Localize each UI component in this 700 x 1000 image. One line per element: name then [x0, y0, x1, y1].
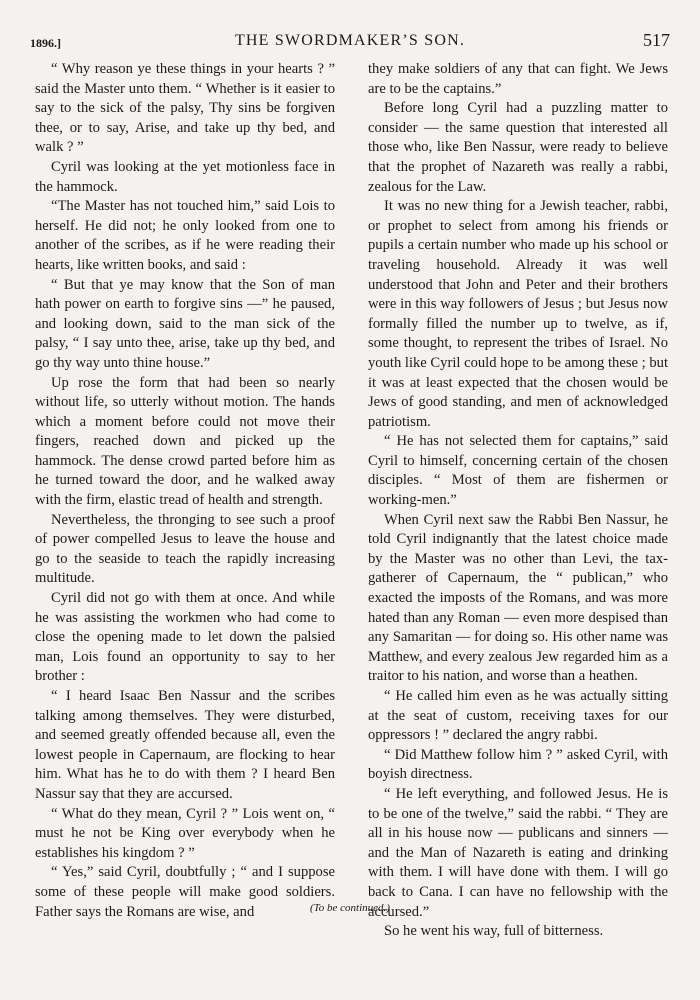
paragraph: “ Yes,” said Cyril, doubtfully ; “ and I suppose some of these people will make good soldiers. Father says the Romans are wise, and — [35, 864, 335, 920]
paragraph: Nevertheless, the thronging to see such a proof of power compelled Jesus to leave the house and go to the seaside to teach the rapidly increasing multitude. — [35, 511, 335, 587]
paragraph: “ Why reason ye these things in your hearts ? ” said the Master unto them. “ Whether is it easier to say to the sick of the palsy, Thy sins be forgiven thee, or to say, Arise, and take up thy bed, and walk ? ” — [35, 61, 335, 156]
paragraph: “The Master has not touched him,” said Lois to herself. He did not; he only looked from one to another of the scribes, as if he were reading their hearts, like written books, and said : — [35, 198, 335, 273]
left-column — [35, 60, 335, 922]
paragraph: Before long Cyril had a puzzling matter to consider — the same question that interested all those who, like Ben Nassur, were ready to believe that the prophet of Nazareth was really a rabbi, zealous for the Law. — [368, 100, 668, 195]
paragraph: “ He has not selected them for captains,” said Cyril to himself, concerning certain of the chosen disciples. “ Most of them are fishermen or working-men.” — [368, 433, 668, 509]
header-date: 1896.] — [30, 36, 61, 50]
paragraph: Cyril did not go with them at once. And while he was assisting the workmen who had come to close the opening made to let down the palsied man, Lois found an opportunity to say to her brother : — [35, 590, 335, 685]
right-column — [368, 60, 668, 942]
paragraph-continued: they make soldiers of any that can fight. We Jews are to be the captains.” — [368, 61, 668, 97]
page-number: 517 — [643, 30, 670, 50]
paragraph: “ He left everything, and followed Jesus. He is to be one of the twelve,” said the rabbi. “ They are all in his house now — publicans and sinners — and the Man of Nazareth is eating and drinking with them. I will have done with them. I will go back to Cana. I can have no fellowship with the accursed.” — [368, 785, 668, 920]
paragraph: Cyril was looking at the yet motionless face in the hammock. — [35, 158, 335, 195]
paragraph: Up rose the form that had been so nearly without life, so utterly without motion. The hands which a moment before could not move their fingers, reached down and picked up the hammock. The dense crowd parted before him as he turned toward the door, and he walked away with the firm, elastic tread of health and strength. — [35, 374, 335, 509]
header-title: THE SWORDMAKER’S SON. — [234, 32, 466, 49]
paragraph: “ But that ye may know that the Son of man hath power on earth to forgive sins —” he paused, and looking down, said to the man sick of the palsy, “ I say unto thee, arise, take up thy bed, and go thy way unto thine house.” — [35, 276, 335, 371]
paragraph: When Cyril next saw the Rabbi Ben Nassur, he told Cyril indignantly that the latest choice made by the Master was no other than Levi, the tax-gatherer of Capernaum, the “ publican,” who exacted the imposts of the Romans, and was more hated than any Roman — even more despised than any Samaritan — for doing so. His other name was Matthew, and every zealous Jew regarded him as a traitor to his nation, and worse than a heathen. — [368, 511, 668, 685]
paragraph: It was no new thing for a Jewish teacher, rabbi, or prophet to select from among his friends or pupils a certain number who made up his school or traveling household. Already it was well understood that John and Peter and their brothers were in this way followers of Jesus ; but Jesus now formally filled the number up to twelve, as if, some thought, to represent the tribes of Israel. No youth like Cyril could hope to be among these ; but it was at least expected that the chosen would be Jews of good standing, and men of acknowledged patriotism. — [368, 198, 668, 430]
paragraph: “ Did Matthew follow him ? ” asked Cyril, with boyish directness. — [368, 746, 668, 783]
paragraph: “ What do they mean, Cyril ? ” Lois went on, “ must he not be King over everybody when he establishes his kingdom ? ” — [35, 805, 335, 861]
paragraph: So he went his way, full of bitterness. — [384, 923, 604, 940]
running-header — [30, 30, 670, 56]
paragraph: “ He called him even as he was actually sitting at the seat of custom, receiving taxes for our oppressors ! ” declared the angry rabbi. — [368, 688, 668, 744]
paragraph: “ I heard Isaac Ben Nassur and the scribes talking among themselves. They were disturbed, and seemed greatly offended because all, even the lowest people in Capernaum, are flocking to hear him. What has he to do with them ? I heard Ben Nassur say that they are accursed. — [35, 688, 335, 802]
to-be-continued-note: (To be continued.) — [310, 902, 390, 914]
